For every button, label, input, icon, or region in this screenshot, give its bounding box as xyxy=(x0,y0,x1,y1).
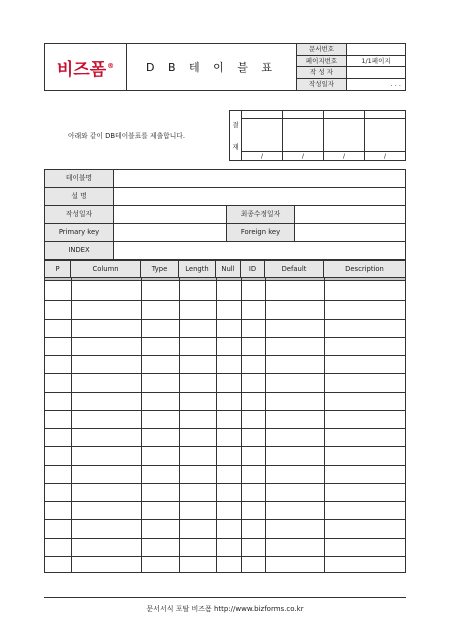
document-meta xyxy=(297,44,405,90)
grid-row-divider xyxy=(45,519,405,520)
approval-date-cell[interactable]: / xyxy=(242,151,282,160)
grid-row-divider xyxy=(45,556,405,557)
info-row-table-name xyxy=(45,170,405,188)
primary-key-label: Primary key xyxy=(45,224,114,241)
approval-date-cell[interactable]: / xyxy=(283,151,323,160)
logo-cell xyxy=(45,44,127,90)
registered-mark: ® xyxy=(107,61,115,70)
approval-title-cell[interactable] xyxy=(242,111,282,119)
footer-divider xyxy=(44,597,406,598)
approval-signature-box[interactable] xyxy=(242,111,283,160)
created-date-field[interactable] xyxy=(114,206,226,223)
index-field[interactable] xyxy=(114,242,405,259)
table-name-field[interactable] xyxy=(114,170,405,187)
info-row-keys xyxy=(45,224,405,242)
meta-value[interactable]: . . . xyxy=(390,79,401,88)
approval-title-cell[interactable] xyxy=(324,111,364,119)
grid-row-divider xyxy=(45,319,405,320)
approval-label-bottom: 재 xyxy=(232,143,239,151)
approval-title-cell[interactable] xyxy=(283,111,323,119)
logo-text: 비즈폼 xyxy=(56,59,107,80)
document-title: D B 테 이 블 표 xyxy=(127,44,297,90)
grid-row-divider xyxy=(45,300,405,301)
info-row-dates xyxy=(45,206,405,224)
grid-row-divider xyxy=(45,355,405,356)
column-header-null: Null xyxy=(216,261,241,277)
grid-row-divider xyxy=(45,337,405,338)
footer-text: 문서서식 포탈 비즈폼 http://www.bizforms.co.kr xyxy=(146,605,304,613)
column-header-type: Type xyxy=(141,261,179,277)
approval-date-cell[interactable]: / xyxy=(365,151,405,160)
column-header-id: ID xyxy=(241,261,265,277)
column-grid-header xyxy=(45,261,405,278)
approval-title-cell[interactable] xyxy=(365,111,405,119)
approval-signature-box[interactable] xyxy=(365,111,405,160)
approval-signature-box[interactable] xyxy=(324,111,365,160)
grid-row-divider xyxy=(45,465,405,466)
grid-column-divider xyxy=(179,278,180,572)
grid-row-divider xyxy=(45,410,405,411)
meta-label: 페이지번호 xyxy=(297,56,347,67)
grid-column-divider xyxy=(265,278,266,572)
meta-label: 문서번호 xyxy=(297,44,347,55)
grid-column-divider xyxy=(216,278,217,572)
grid-column-divider xyxy=(141,278,142,572)
grid-column-divider xyxy=(241,278,242,572)
grid-row-divider xyxy=(45,392,405,393)
meta-label: 작성일자 xyxy=(297,79,347,91)
foreign-key-label: Foreign key xyxy=(226,224,295,241)
grid-row-divider xyxy=(45,446,405,447)
column-header-default: Default xyxy=(265,261,324,277)
grid-row-divider xyxy=(45,501,405,502)
approval-label-column xyxy=(230,111,242,160)
primary-key-field[interactable] xyxy=(114,224,226,241)
grid-column-divider xyxy=(71,278,72,572)
meta-row-date xyxy=(297,79,405,91)
info-row-index xyxy=(45,242,405,260)
meta-row-doc-number xyxy=(297,44,405,56)
grid-row-divider xyxy=(45,373,405,374)
bizforms-logo xyxy=(57,55,114,80)
meta-value[interactable] xyxy=(347,67,405,78)
table-name-label: 테이블명 xyxy=(45,170,114,187)
grid-row-divider xyxy=(45,538,405,539)
grid-row-divider xyxy=(45,483,405,484)
header-separator xyxy=(45,278,405,281)
approval-date-cell[interactable]: / xyxy=(324,151,364,160)
description-field[interactable] xyxy=(114,188,405,205)
approval-signature-box[interactable] xyxy=(283,111,324,160)
meta-value[interactable]: 1/1페이지 xyxy=(361,56,391,65)
info-row-description xyxy=(45,188,405,206)
approval-label-top: 결 xyxy=(232,121,239,129)
document-header xyxy=(44,43,406,91)
meta-row-author xyxy=(297,67,405,79)
column-header-description: Description xyxy=(345,265,384,273)
meta-value[interactable] xyxy=(347,44,405,55)
grid-row-divider xyxy=(45,428,405,429)
column-header-column: Column xyxy=(71,261,141,277)
index-label: INDEX xyxy=(45,242,114,259)
description-label: 설 명 xyxy=(45,188,114,205)
approval-box xyxy=(229,110,406,161)
grid-column-divider xyxy=(324,278,325,572)
column-header-length: Length xyxy=(179,261,216,277)
column-grid xyxy=(44,260,406,573)
foreign-key-field[interactable] xyxy=(295,224,405,241)
created-date-label: 작성일자 xyxy=(45,206,114,223)
meta-row-page-number xyxy=(297,56,405,68)
modified-date-field[interactable] xyxy=(295,206,405,223)
intro-text: 아래와 같이 DB테이블표를 제출합니다. xyxy=(68,132,186,140)
meta-label: 작 성 자 xyxy=(297,67,347,78)
modified-date-label: 최종수정일자 xyxy=(226,206,295,223)
table-info xyxy=(44,169,406,260)
column-header-p: P xyxy=(45,261,71,277)
